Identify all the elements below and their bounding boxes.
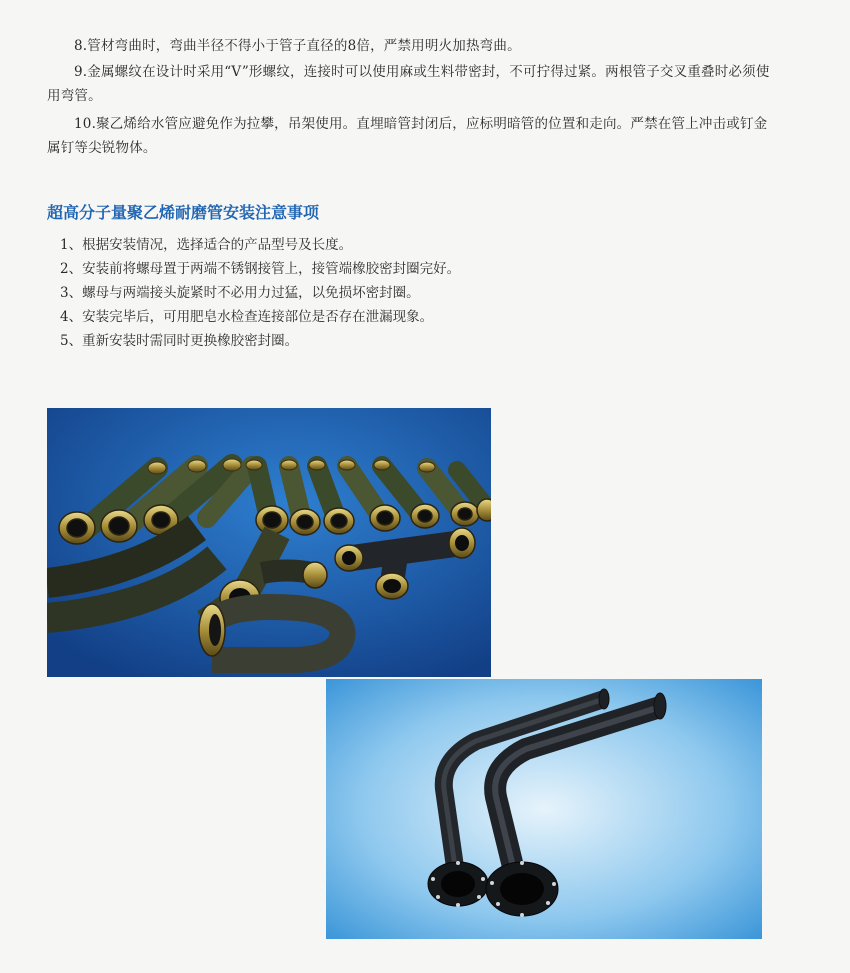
body-paragraph-10: 10.聚乙烯给水管应避免作为拉攀，吊架使用。直埋暗管封闭后，应标明暗管的位置和走向。严禁在管上冲击或钉金属钉等尖锐物体。 — [47, 116, 768, 156]
elbow-pipes-illustration — [326, 679, 762, 939]
list-item: 2、安装前将螺母置于两端不锈钢接管上，接管端橡胶密封圈完好。 — [60, 261, 461, 277]
installation-notes-list — [60, 233, 510, 353]
body-paragraph-8: 8.管材弯曲时，弯曲半径不得小于管子直径的8倍，严禁用明火加热弯曲。 — [74, 38, 521, 54]
list-item: 4、安装完毕后，可用肥皂水检查连接部位是否存在泄漏现象。 — [60, 309, 434, 325]
pipe-fittings-photo — [47, 408, 491, 677]
list-item: 1、根据安装情况，选择适合的产品型号及长度。 — [60, 237, 353, 253]
list-item: 3、螺母与两端接头旋紧时不必用力过猛，以免损坏密封圈。 — [60, 285, 420, 301]
pipe-fittings-illustration — [47, 408, 491, 677]
list-item: 5、重新安装时需同时更换橡胶密封圈。 — [60, 333, 299, 349]
elbow-pipes-photo — [326, 679, 762, 939]
section-heading: 超高分子量聚乙烯耐磨管安装注意事项 — [47, 203, 320, 222]
body-paragraph-9: 9.金属螺纹在设计时采用“V”形螺纹，连接时可以使用麻或生料带密封，不可拧得过紧。两根管子交叉重叠时必须使用弯管。 — [47, 64, 770, 104]
